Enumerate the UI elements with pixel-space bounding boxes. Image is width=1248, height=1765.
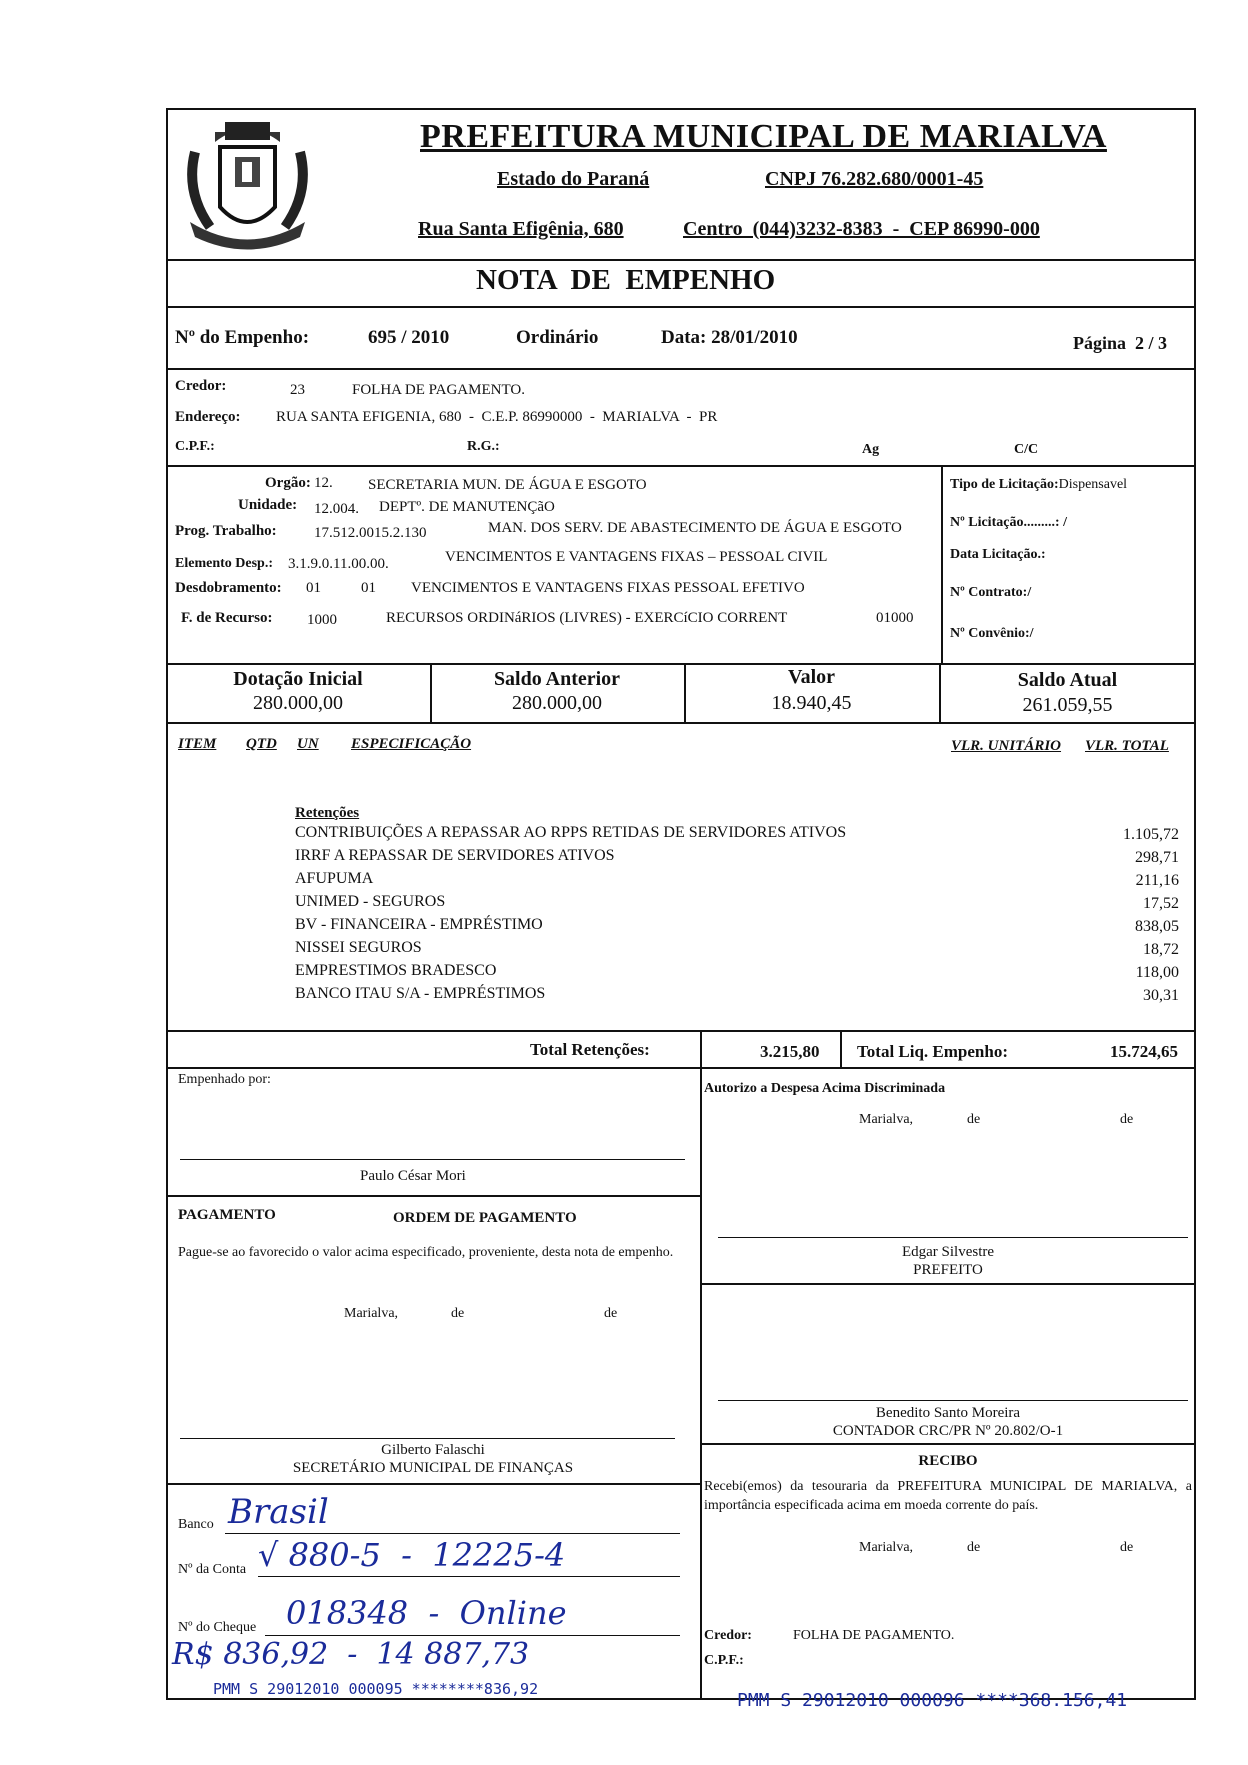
retencao-value: 838,05 — [1135, 918, 1179, 935]
empenho-number-label: Nº do Empenho: — [175, 327, 310, 348]
retencao-label: BANCO ITAU S/A - EMPRÉSTIMOS — [295, 985, 546, 1002]
fonte-recurso-label: F. de Recurso: — [181, 610, 273, 626]
recibo-marialva: Marialva, — [859, 1540, 914, 1555]
elemento-label: Elemento Desp.: — [175, 556, 273, 571]
retencao-label: EMPRESTIMOS BRADESCO — [295, 962, 497, 979]
col-valor-unitario: VLR. UNITÁRIO — [951, 738, 1062, 754]
bank-stamp-2: PMM S 29012010 000096 ****368.156,41 — [737, 1690, 1128, 1711]
bank-stamp-1: PMM S 29012010 000095 ********836,92 — [213, 1680, 539, 1698]
contador-name: Benedito Santo Moreira — [875, 1405, 1021, 1421]
desdobramento-label: Desdobramento: — [175, 580, 282, 596]
recibo-text: Recebi(emos) da tesouraria da PREFEITURA MUNICIPAL DE MARIALVA, a importância especificada acima em moeda corrente do país. — [704, 1479, 1192, 1513]
retencoes-total-top — [166, 1030, 1196, 1032]
retencao-value: 17,52 — [1143, 895, 1179, 912]
cpf-label: C.P.F.: — [175, 439, 215, 454]
prefeito-title: PREFEITO — [913, 1262, 983, 1278]
retencao-label: IRRF A REPASSAR DE SERVIDORES ATIVOS — [295, 847, 615, 864]
valor-value: 18.940,45 — [771, 692, 852, 714]
cheque-handwritten: 018348 - Online — [286, 1594, 567, 1632]
pague-se-text: Pague-se ao favorecido o valor acima especificado, proveniente, desta nota de empenho. — [178, 1245, 674, 1260]
recibo-title: RECIBO — [918, 1453, 978, 1469]
contador-title: CONTADOR CRC/PR Nº 20.802/O-1 — [832, 1423, 1064, 1439]
ordem-de-2: de — [604, 1306, 618, 1321]
elemento-name: VENCIMENTOS E VANTAGENS FIXAS – PESSOAL CIVIL — [445, 549, 828, 565]
saldo-atual-value: 261.059,55 — [1022, 694, 1113, 716]
numero-convenio: Nº Convênio:/ — [950, 626, 1034, 641]
desdobramento-name: VENCIMENTOS E VANTAGENS FIXAS PESSOAL EFETIVO — [411, 580, 805, 596]
prefeito-signature-line — [718, 1237, 1188, 1238]
retencao-value: 298,71 — [1135, 849, 1179, 866]
ordem-marialva: Marialva, — [344, 1306, 399, 1321]
pagamento-label: PAGAMENTO — [178, 1207, 276, 1223]
secretario-title: SECRETÁRIO MUNICIPAL DE FINANÇAS — [292, 1460, 574, 1476]
retencao-value: 1.105,72 — [1123, 826, 1179, 843]
col-valor-total: VLR. TOTAL — [1085, 738, 1169, 754]
conta-corrente-label: C/C — [1014, 442, 1039, 457]
secretario-name: Gilberto Falaschi — [381, 1442, 485, 1458]
retencao-label: BV - FINANCEIRA - EMPRÉSTIMO — [295, 916, 543, 933]
total-liquido-value: 15.724,65 — [1110, 1042, 1178, 1061]
contact-info: Centro (044)3232-8383 - CEP 86990-000 — [683, 218, 1040, 240]
conta-line — [258, 1576, 680, 1577]
cnpj: CNPJ 76.282.680/0001-45 — [765, 168, 984, 190]
endereco-label: Endereço: — [175, 409, 241, 425]
empenhado-signature-line — [180, 1159, 685, 1160]
conta-handwritten: √ 880-5 - 12225-4 — [258, 1536, 566, 1574]
ordem-de-1: de — [451, 1306, 465, 1321]
recibo-credor-name: FOLHA DE PAGAMENTO. — [793, 1628, 955, 1643]
banco-line — [225, 1533, 680, 1534]
empenho-number: 695 / 2010 — [368, 327, 450, 348]
address: Rua Santa Efigênia, 680 — [418, 218, 624, 240]
retencao-label: AFUPUMA — [295, 870, 374, 887]
orgao-code: 12. — [314, 475, 333, 491]
empenho-date: Data: 28/01/2010 — [661, 327, 798, 348]
page-number: Página 2 / 3 — [1073, 333, 1168, 353]
recibo-de-2: de — [1120, 1540, 1134, 1555]
col-especificacao: ESPECIFICAÇÃO — [351, 736, 472, 752]
dotacao-inicial-value: 280.000,00 — [253, 692, 343, 714]
rg-label: R.G.: — [467, 439, 500, 454]
autorizo-de-2: de — [1120, 1112, 1134, 1127]
coat-of-arms-emblem — [180, 112, 315, 257]
cheque-label: Nº do Cheque — [178, 1620, 257, 1635]
col-un: UN — [297, 736, 319, 752]
credor-divider — [166, 465, 1196, 467]
retencoes-total-div-1 — [700, 1030, 702, 1067]
retencao-value: 211,16 — [1135, 872, 1179, 889]
credor-name: FOLHA DE PAGAMENTO. — [352, 382, 525, 398]
orgao-label: Orgão: — [265, 475, 311, 491]
saldo-anterior-label: Saldo Anterior — [493, 668, 621, 690]
autorizo-text: Autorizo a Despesa Acima Discriminada — [704, 1081, 946, 1096]
unidade-name: DEPTº. DE MANUTENÇãO — [379, 499, 555, 515]
retencao-value: 30,31 — [1143, 987, 1179, 1004]
secretario-signature-line — [180, 1438, 675, 1439]
municipality-title: PREFEITURA MUNICIPAL DE MARIALVA — [420, 118, 1107, 155]
state-name: Estado do Paraná — [497, 168, 650, 190]
fonte-recurso-code2: 01000 — [876, 610, 914, 626]
contador-signature-line — [718, 1400, 1188, 1401]
retencao-value: 118,00 — [1135, 964, 1179, 981]
col-qtd: QTD — [246, 736, 277, 752]
retencao-label: UNIMED - SEGUROS — [295, 893, 446, 910]
totals-bottom-border — [166, 722, 1196, 724]
retencoes-title: Retenções — [295, 805, 360, 821]
recibo-top-border — [700, 1443, 1196, 1445]
banco-label: Banco — [178, 1517, 214, 1532]
banco-handwritten: Brasil — [228, 1492, 329, 1532]
autorizo-marialva: Marialva, — [859, 1112, 914, 1127]
bank-top-border — [166, 1483, 700, 1485]
orgao-name: SECRETARIA MUN. DE ÁGUA E ESGOTO — [368, 477, 647, 493]
retencao-label: NISSEI SEGUROS — [295, 939, 422, 956]
signatures-center-divider — [700, 1067, 702, 1700]
prefeito-name: Edgar Silvestre — [901, 1244, 995, 1260]
fonte-recurso-name: RECURSOS ORDINáRIOS (LIVRES) - EXERCíCIO CORRENT — [386, 610, 788, 626]
dotacao-inicial-label: Dotação Inicial — [233, 668, 363, 690]
pagamento-top-border — [166, 1195, 700, 1197]
recibo-cpf-label: C.P.F.: — [704, 1653, 744, 1668]
data-licitacao: Data Licitação.: — [950, 547, 1046, 562]
numero-contrato: Nº Contrato:/ — [950, 585, 1032, 600]
credor-code: 23 — [290, 382, 305, 398]
agencia-label: Ag — [862, 442, 880, 457]
prog-trabalho-label: Prog. Trabalho: — [175, 523, 277, 539]
desdobramento-code2: 01 — [361, 580, 376, 596]
saldo-atual-label: Saldo Atual — [1017, 669, 1118, 691]
total-liquido-label: Total Liq. Empenho: — [857, 1042, 1008, 1061]
numero-licitacao: Nº Licitação.........: / — [950, 515, 1067, 530]
empenhado-por-label: Empenhado por: — [178, 1072, 271, 1087]
prog-trabalho-name: MAN. DOS SERV. DE ABASTECIMENTO DE ÁGUA E ESGOTO — [488, 520, 902, 536]
total-retencoes-label: Total Retenções: — [530, 1040, 650, 1059]
retencao-value: 18,72 — [1143, 941, 1179, 958]
amount-handwritten: R$ 836,92 - 14 887,73 — [172, 1637, 530, 1672]
prefeito-bottom-border — [700, 1283, 1196, 1285]
fonte-recurso-code: 1000 — [307, 612, 337, 628]
unidade-code: 12.004. — [314, 501, 359, 517]
retencoes-total-bottom — [166, 1067, 1196, 1069]
credor-label: Credor: — [175, 378, 227, 394]
tipo-licitacao — [950, 477, 1127, 493]
tipo-licitacao-value: Dispensavel — [1058, 477, 1128, 492]
budget-vertical-divider — [941, 465, 943, 663]
saldo-anterior-value: 280.000,00 — [512, 692, 602, 714]
recibo-credor-label: Credor: — [704, 1628, 752, 1643]
retencoes-total-div-2 — [840, 1030, 842, 1067]
recibo-de-1: de — [967, 1540, 981, 1555]
conta-label: Nº da Conta — [178, 1562, 247, 1577]
empenho-divider — [166, 368, 1196, 370]
tipo-licitacao-label: Tipo de Licitação: — [950, 477, 1059, 492]
col-item: ITEM — [178, 736, 217, 752]
elemento-code: 3.1.9.0.11.00.00. — [288, 556, 389, 572]
empenhado-por-name: Paulo César Mori — [360, 1168, 466, 1184]
desdobramento-code1: 01 — [306, 580, 321, 596]
ordem-pagamento-label: ORDEM DE PAGAMENTO — [393, 1210, 577, 1226]
prog-trabalho-code: 17.512.0015.2.130 — [314, 525, 427, 541]
totals-top-border — [166, 663, 1196, 665]
empenho-type: Ordinário — [516, 327, 599, 348]
cheque-line — [265, 1635, 680, 1636]
autorizo-de-1: de — [967, 1112, 981, 1127]
document-title: NOTA DE EMPENHO — [476, 264, 776, 296]
unidade-label: Unidade: — [238, 497, 298, 513]
retencao-label: CONTRIBUIÇÕES A REPASSAR AO RPPS RETIDAS DE SERVIDORES ATIVOS — [295, 824, 847, 841]
header-divider — [166, 259, 1196, 261]
total-retencoes-value: 3.215,80 — [760, 1042, 820, 1061]
endereco-value: RUA SANTA EFIGENIA, 680 - C.E.P. 86990000 - MARIALVA - PR — [276, 409, 718, 425]
valor-label: Valor — [787, 666, 836, 688]
